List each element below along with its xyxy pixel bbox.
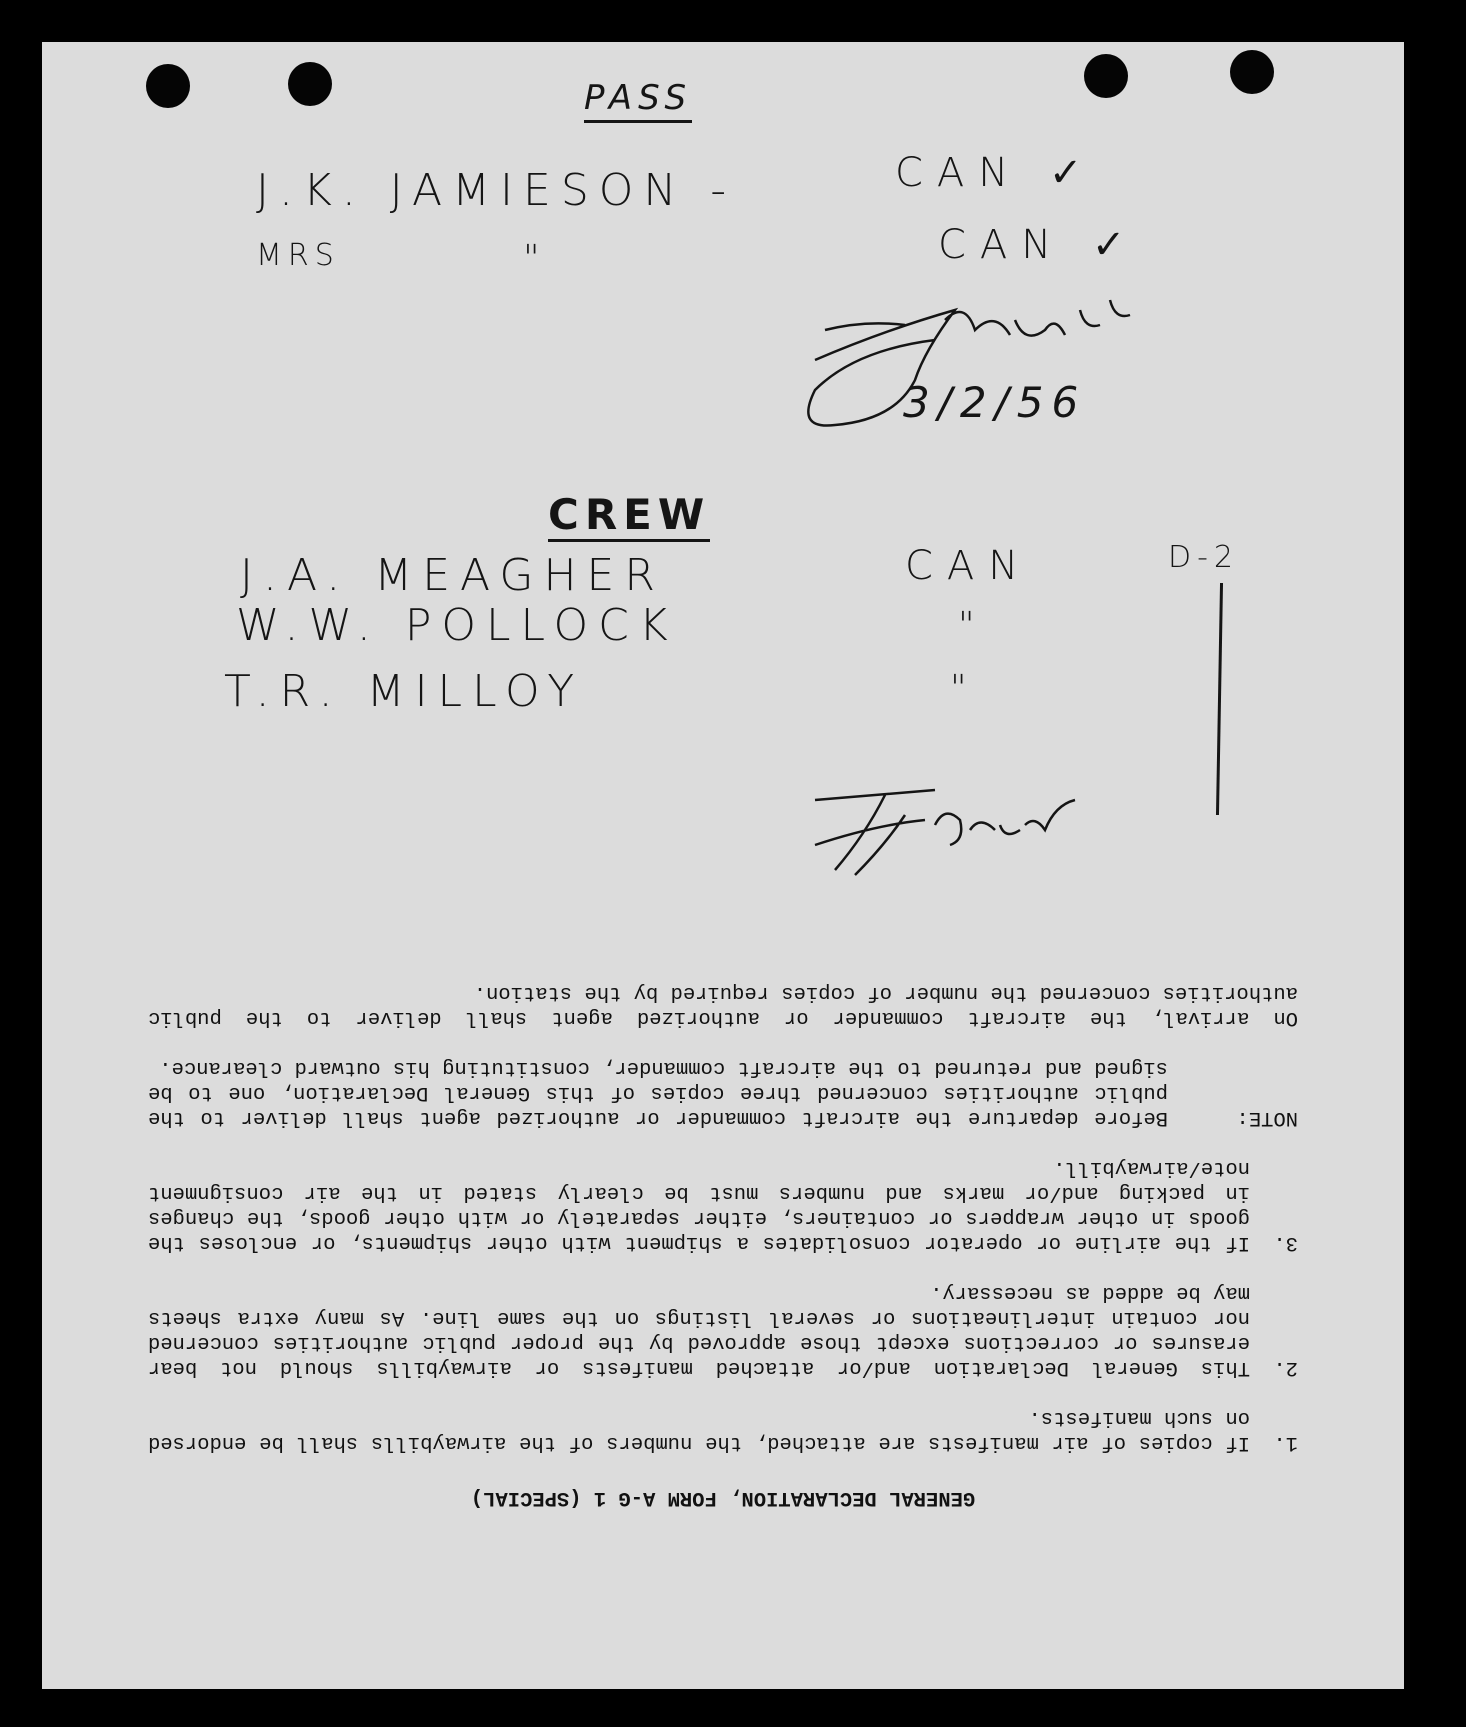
note-label: NOTE: [1236,1106,1298,1129]
crew-name: W.W. POLLOCK [236,600,678,651]
form-instructions [148,860,1298,1510]
ditto-mark: " [523,238,542,279]
instruction-item: 2. This General Declaration and/or attached manifests or airwaybills should not bear erasures or corrections except those approved by the proper public authorities concerned nor contain interlineations or several listings on the same line. As many extra sheets may be added as necessary. [148,1281,1298,1379]
punch-hole [1230,50,1274,94]
note-block [148,1030,1298,1130]
arrival-text: On arrival, the aircraft commander or authorized agent shall deliver to the public authorities concerned the number of copies required by the station. [148,981,1298,1029]
passenger-nationality: CAN ✓ [938,222,1140,268]
ditto-mark: " [958,605,977,646]
crew-name: T.R. MILLOY [224,666,585,717]
pass-header: PASS [584,78,692,123]
passenger-name: J.K. JAMIESON - [256,165,737,216]
punch-hole [288,62,332,106]
passenger-nationality: CAN ✓ [895,150,1097,196]
crew-code: D-2 [1168,540,1240,575]
passenger-name: MRS [256,238,340,273]
instruction-item: 3. If the airline or operator consolidates a shipment with other shipments, or encloses the goods in other wrappers or containers, either separately or with other goods, the changes in packing and/or marks and numbers must be clearly stated in the air consignment note/airwaybill. [148,1156,1298,1254]
ditto-mark: " [950,668,969,709]
note-text: Before departure the aircraft commander or authorized agent shall deliver to the public authorities concerned three copies of this General Declaration, one to be signed and returned to the aircraft commander, constituting his outward clearance. [148,1056,1168,1129]
signature-date: 3/2/56 [903,378,1087,427]
instruction-item: 1. If copies of air manifests are attached, the numbers of the airwaybills shall be endorsed on such manifests. [148,1406,1298,1454]
punch-hole [146,64,190,108]
form-title: GENERAL DECLARATION, FORM A-G 1 (SPECIAL) [470,1486,976,1509]
crew-name: J.A. MEAGHER [240,550,665,601]
crew-header: CREW [548,490,710,542]
punch-hole [1084,54,1128,98]
crew-nationality: CAN [905,543,1033,589]
